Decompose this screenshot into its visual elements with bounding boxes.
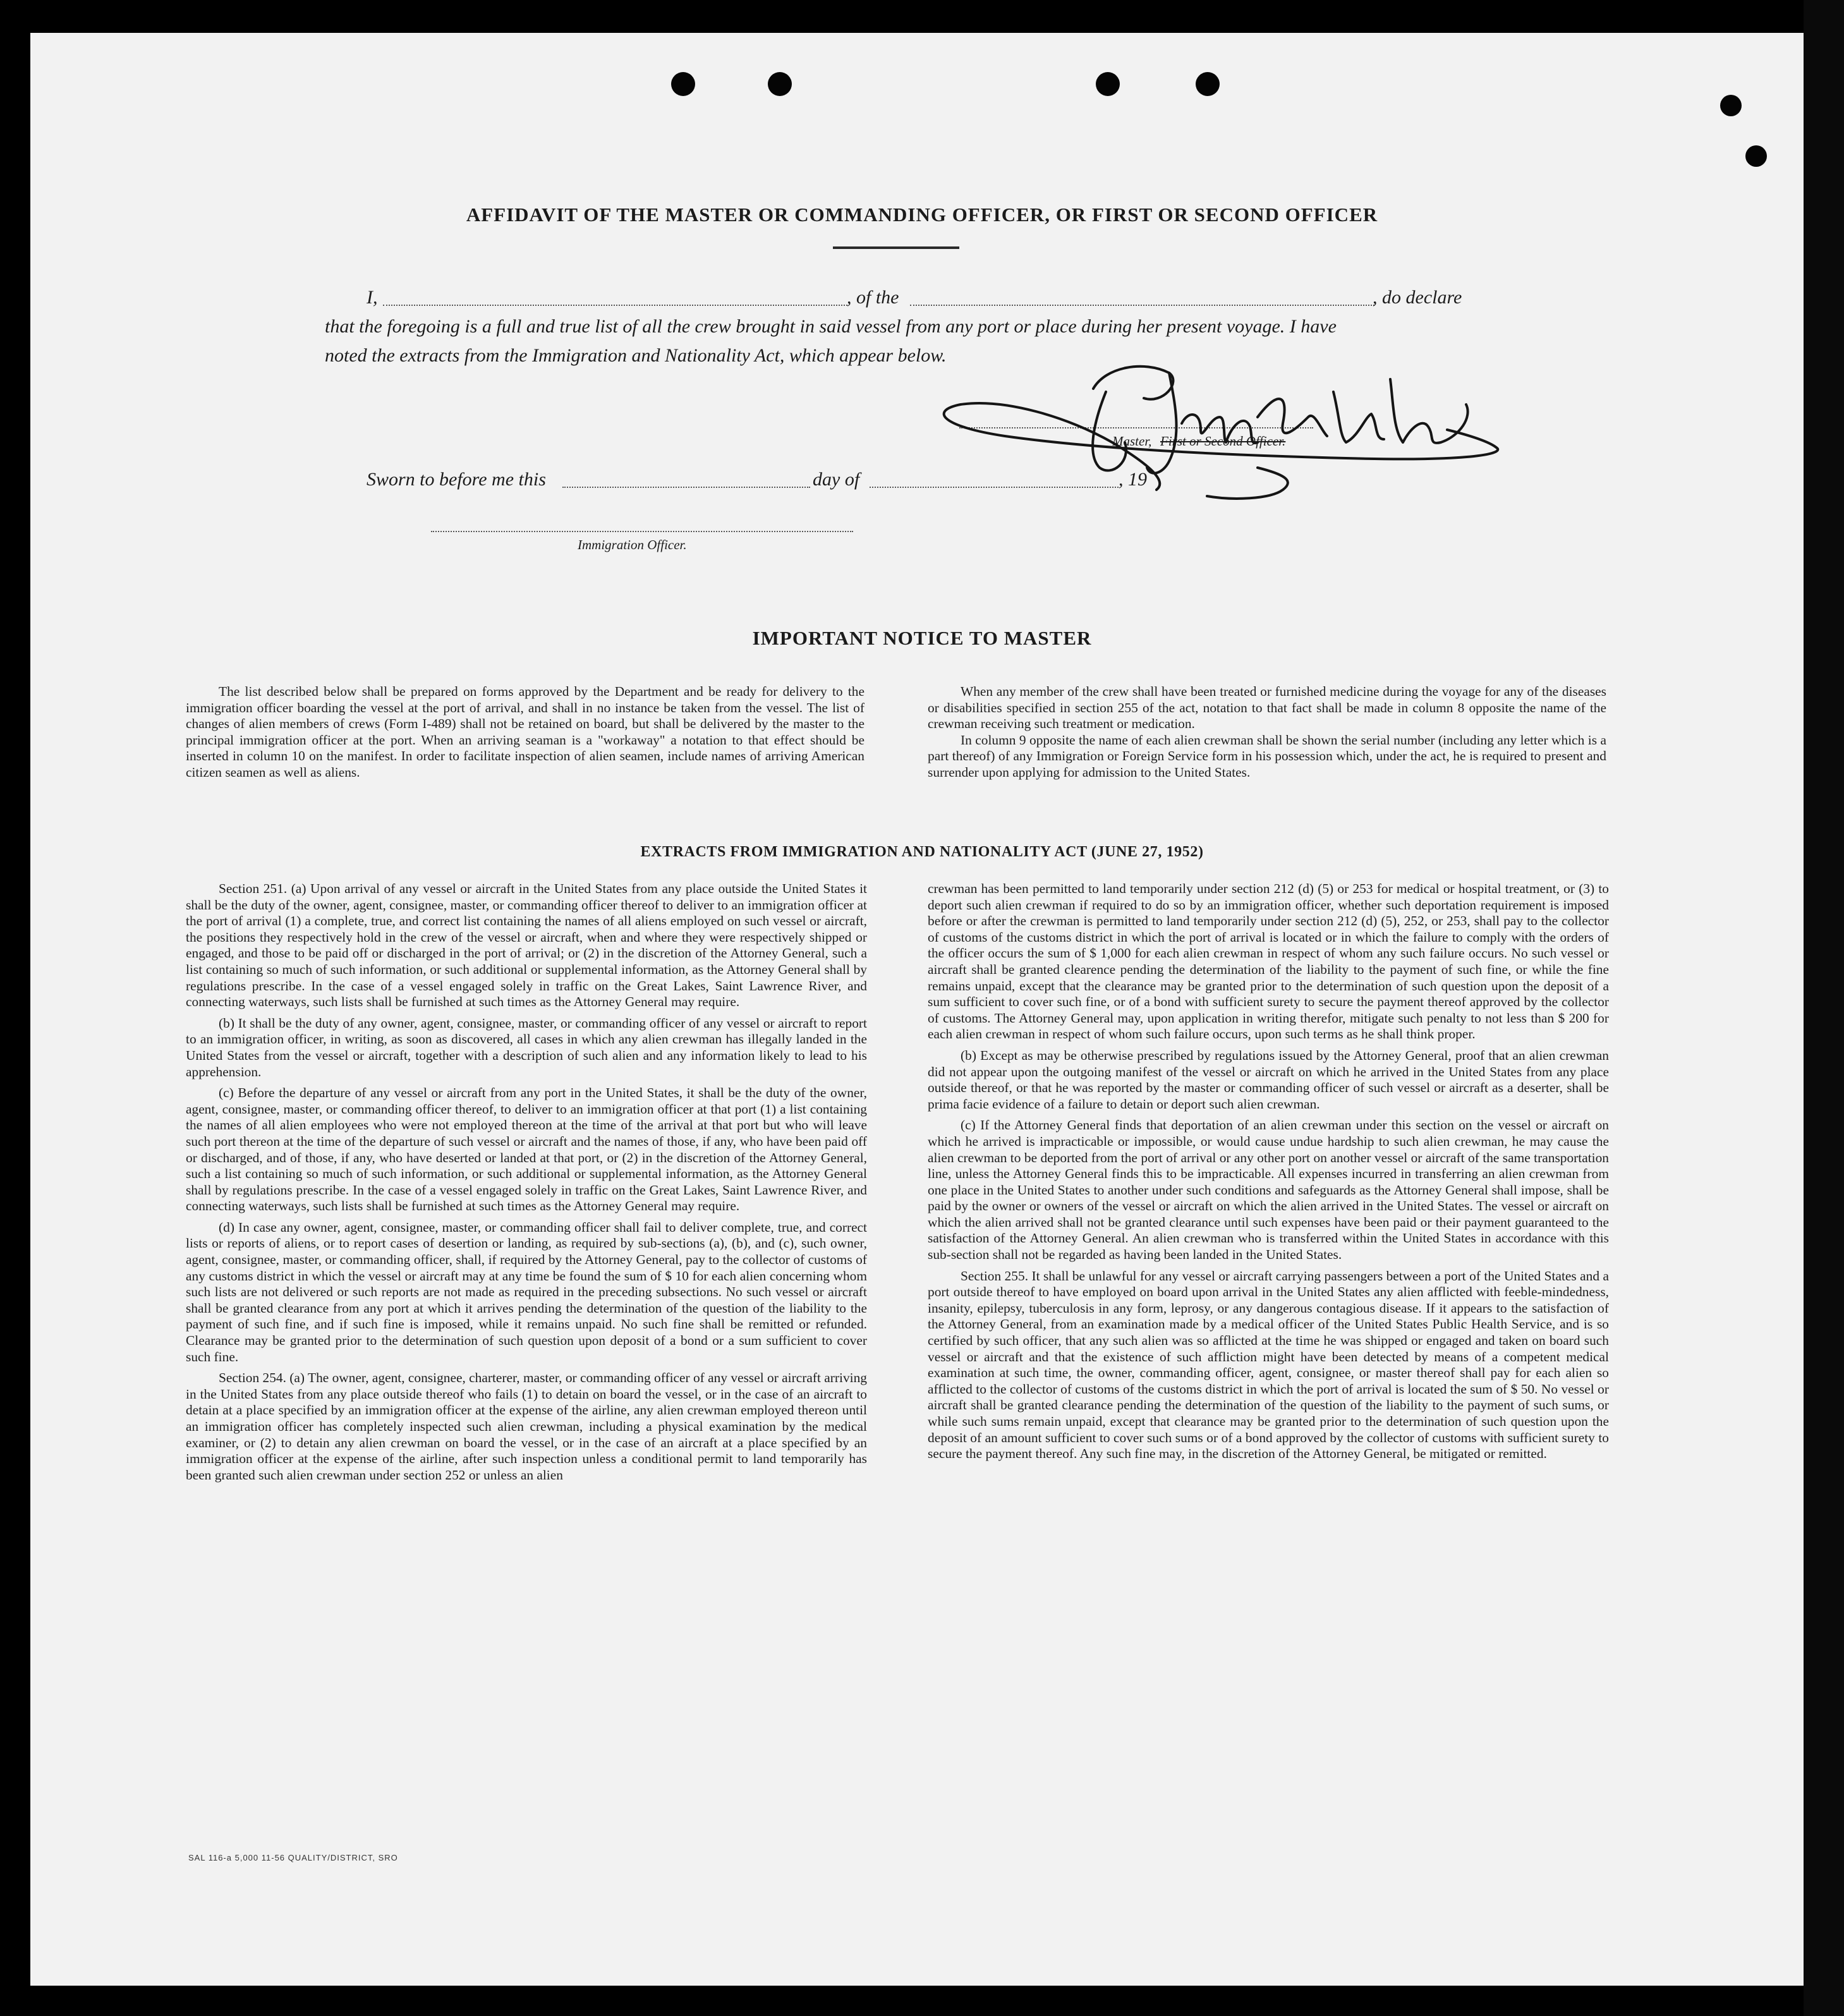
handwritten-signature bbox=[904, 354, 1510, 512]
section-254-b: (b) Except as may be otherwise prescribed by regulations issued by the Attorney General, proof that an alien crewman did not appear upon the outgoing manifest of the vessel or aircraft on which he arrived in the United States from any place outside thereof, or that he was reported by the master or commanding officer of such vessel or aircraft as a deserter, shall be prima facie evidence of a failure to detain or deport such alien crewman. bbox=[928, 1047, 1609, 1112]
punch-hole bbox=[1720, 95, 1742, 116]
immigration-officer-label: Immigration Officer. bbox=[578, 537, 687, 552]
notice-left-column bbox=[186, 684, 864, 781]
year-label: , 19 bbox=[1119, 469, 1147, 490]
section-251-c: (c) Before the departure of any vessel or aircraft from any port in the United States, it shall be the duty of the owner, agent, consignee, master, or commanding officer thereof, to deliver to an immigration officer at that port (1) a list containing the names of all alien employees who were not employed thereon at the time of the arrival at that port but who will leave such port thereon at the time of the departure of such vessel or aircraft and the names of those, if any, who have been paid off or discharged, and of those, if any, who have deserted or landed at that port, or (2) in the discretion of the Attorney General, such a list containing so much of such information, or such additional or supplemental information, as the Attorney General shall by regulations prescribe. In the case of a vessel engaged solely in traffic on the Great Lakes, Saint Lawrence River, and connecting waterways, such lists shall be furnished at such times as the Attorney General may require. bbox=[186, 1085, 867, 1214]
extracts-title: EXTRACTS FROM IMMIGRATION AND NATIONALITY ACT (JUNE 27, 1952) bbox=[640, 844, 1204, 860]
section-251-d: (d) In case any owner, agent, consignee, master, or commanding officer shall fail to deliver complete, true, and correct lists or reports of aliens, or to report cases of desertion or landing, as required by sub-sections (a), (b), and (c), such owner, agent, consignee, master, or commanding officer, shall, if required by the Attorney General, pay to the collector of customs of any customs district in which the vessel or aircraft may at any time be found the sum of $ 10 for each alien concerning whom such lists are not delivered or such reports are not made as required in the preceding subsections. No such vessel or aircraft shall be granted clearance from any port at which it arrives pending the determination of the question of the liability to the payment of such fine, and if such fine is imposed, while it remains unpaid. No such fine shall be remitted or refunded. Clearance may be granted prior to the determination of such question upon deposit of a bond or a sum sufficient to cover such fine. bbox=[186, 1219, 867, 1364]
officer-label: First or Second Officer. bbox=[1160, 434, 1286, 449]
title-rule bbox=[833, 246, 959, 249]
punch-hole bbox=[1196, 72, 1220, 96]
affidavit-line-2: that the foregoing is a full and true list of all the crew brought in said vessel from any port or place during her present voyage. I have bbox=[325, 316, 1337, 337]
section-254-c: (c) If the Attorney General finds that deportation of an alien crewman under this section on the vessel or aircraft on which he arrived is impracticable or impossible, or would cause undue hardship to such alien crewman, he may cause the alien crewman to be deported from the port of arrival or any other port on another vessel or aircraft of the same transportation line, unless the Attorney General finds this to be impracticable. All expenses incurred in transferring an alien crewman from one place in the United States to another under such conditions and safeguards as the Attorney General shall impose, shall be paid by the owner or owners of the vessel or aircraft on which the alien arrived in the United States. The vessel or aircraft on which the alien arrived shall not be granted clearance until such expenses have been paid or their payment guaranteed to the satisfaction of the Attorney General. An alien crewman who is transferred within the United States in accordance with this sub-section shall not be regarded as having been landed in the United States. bbox=[928, 1117, 1609, 1263]
section-254-a-continued: crewman has been permitted to land temporarily under section 212 (d) (5) or 253 for medical or hospital treatment, or (3) to deport such alien crewman if required to do so by an immigration officer, whether such deportation requirement is imposed before or after the crewman is permitted to land temporarily under section 212 (d) (5), 252, or 253, shall pay to the collector of customs of the customs district in which the port of arrival is located or in which the failure to comply with the orders of the officer occurs the sum of $ 1,000 for each alien crewman in respect of whom any such failure occurs. No such vessel or aircraft shall be granted clearence pending the determination of the liability to the payment of such fine, or while the fine remains unpaid, except that the clearance may be granted prior to the determination of such question upon the deposit of a sum sufficient to cover such fine, or of a bond with sufficient surety to secure the payment thereof approved by the collector of customs. The Attorney General may, upon application in writing therefor, mitigate such penalty to not less than $ 200 for each alien crewman in respect of whom such failure occurs, upon such terms as he shall think proper. bbox=[928, 881, 1609, 1042]
immigration-officer-line bbox=[431, 531, 853, 532]
vessel-blank bbox=[910, 305, 1374, 306]
extracts-right-column bbox=[928, 881, 1609, 1462]
form-code: SAL 116-a 5,000 11-56 QUALITY/DISTRICT, SRO bbox=[188, 1853, 398, 1862]
affidavit-line-3: noted the extracts from the Immigration and Nationality Act, which appear below. bbox=[325, 345, 947, 366]
punch-hole bbox=[768, 72, 792, 96]
affidavit-i: I, bbox=[367, 287, 378, 308]
affidavit-declare: , do declare bbox=[1373, 287, 1462, 308]
notice-right-paragraph-1: When any member of the crew shall have been treated or furnished medicine during the voyage for any of the diseases or disabilities specified in section 255 of the act, notation to that fact shall be made in column 8 opposite the name of the crewman receiving such treatment or medication. bbox=[928, 684, 1606, 732]
master-label: Master, bbox=[1112, 434, 1152, 449]
name-blank bbox=[383, 305, 847, 306]
notice-right-paragraph-2: In column 9 opposite the name of each alien crewman shall be shown the serial number (including any letter which is a part thereof) of any Immigration or Foreign Service form in his possession which, under the act, he is required to present and surrender upon applying for admission to the United States. bbox=[928, 732, 1606, 780]
scan-edge bbox=[1804, 0, 1844, 2016]
affidavit-of-the: , of the bbox=[847, 287, 899, 308]
section-255: Section 255. It shall be unlawful for any vessel or aircraft carrying passengers between a port of the United States and a port outside thereof to have employed on board upon arrival in the United States any alien afflicted with feeble-mindedness, insanity, epilepsy, tuberculosis in any form, leprosy, or any dangerous contagious disease. If it appears to the satisfaction of the Attorney General, from an examination made by a medical officer of the United States Public Health Service, and is so certified by such officer, that any such alien was so afflicted at the time he was shipped or engaged and taken on board such vessel or aircraft and that the existence of such affliction might have been detected by means of a competent medical examination at such time, the owner, commanding officer, agent, consignee, or master thereof shall pay for each alien so afflicted to the collector of customs of the customs district in which the port of arrival is located the sum of $ 50. No vessel or aircraft shall be granted clearance pending the determination of the question of the liability to the payment of such sums, or while such sums remain unpaid, except that clearance may be granted prior to the determination of such question upon the deposit of an amount sufficient to cover such sums or of a bond approved by the collector of customs with sufficient surety to secure the payment thereof. Any such fine may, in the discretion of the Attorney General, be mitigated or remitted. bbox=[928, 1268, 1609, 1462]
month-blank bbox=[870, 487, 1119, 488]
punch-hole bbox=[671, 72, 695, 96]
notice-right-column bbox=[928, 684, 1606, 781]
section-251-b: (b) It shall be the duty of any owner, agent, consignee, master, or commanding officer of any vessel or aircraft to report to an immigration officer, in writing, as soon as discovered, all cases in which any alien crewman has illegally landed in the United States from the vessel or aircraft, together with a description of such alien and any information likely to lead to his apprehension. bbox=[186, 1015, 867, 1079]
punch-hole bbox=[1096, 72, 1120, 96]
sworn-label: Sworn to before me this bbox=[367, 469, 546, 490]
extracts-left-column bbox=[186, 881, 867, 1483]
affidavit-title: AFFIDAVIT OF THE MASTER OR COMMANDING OFFICER, OR FIRST OR SECOND OFFICER bbox=[466, 203, 1378, 226]
section-254-a: Section 254. (a) The owner, agent, consignee, charterer, master, or commanding officer of any vessel or aircraft arriving in the United States from any place outside thereof who fails (1) to detain on board the vessel, or in the case of an aircraft to detain at a place specified by an immigration officer at the expense of the airline, any alien crewman employed thereon until an immigration officer has completely inspected such alien crewman, including a physical examination by the medical examiner, or (2) to detain any alien crewman on board the vessel, or in the case of an aircraft at a place specified by an immigration officer at the expense of the airline, after such inspection unless a conditional permit to land temporarily has been granted such alien crewman under section 252 or unless an alien bbox=[186, 1370, 867, 1483]
notice-title: IMPORTANT NOTICE TO MASTER bbox=[752, 627, 1092, 649]
section-251-a: Section 251. (a) Upon arrival of any vessel or aircraft in the United States from any place outside the United States it shall be the duty of the owner, agent, consignee, master, or commanding officer thereof to deliver to an immigration officer at the port of arrival (1) a complete, true, and correct list containing the names of all aliens employed on such vessel or aircraft, the positions they respectively hold in the crew of the vessel or aircraft, when and where they were respectively shipped or engaged, and those to be paid off or discharged in the port of arrival; or (2) in the discretion of the Attorney General, such a list containing so much of such information, or such additional or supplemental information, as the Attorney General shall by regulations prescribe. In the case of a vessel engaged solely in traffic on the Great Lakes, Saint Lawrence River, and connecting waterways, such lists shall be furnished at such times as the Attorney General may require. bbox=[186, 881, 867, 1010]
day-blank bbox=[562, 487, 810, 488]
punch-hole bbox=[1745, 145, 1767, 167]
day-of-label: day of bbox=[813, 469, 860, 490]
notice-left-paragraph: The list described below shall be prepared on forms approved by the Department and be ready for delivery to the immigration officer boarding the vessel at the port of arrival, and shall in no instance be taken from the vessel. The list of changes of alien members of crews (Form I-489) shall not be retained on board, but shall be delivered by the master to the principal immigration officer at the port. When an arriving seaman is a "workaway" a notation to that effect should be inserted in column 10 on the manifest. In order to facilitate inspection of alien seamen, include names of arriving American citizen seamen as well as aliens. bbox=[186, 684, 864, 780]
